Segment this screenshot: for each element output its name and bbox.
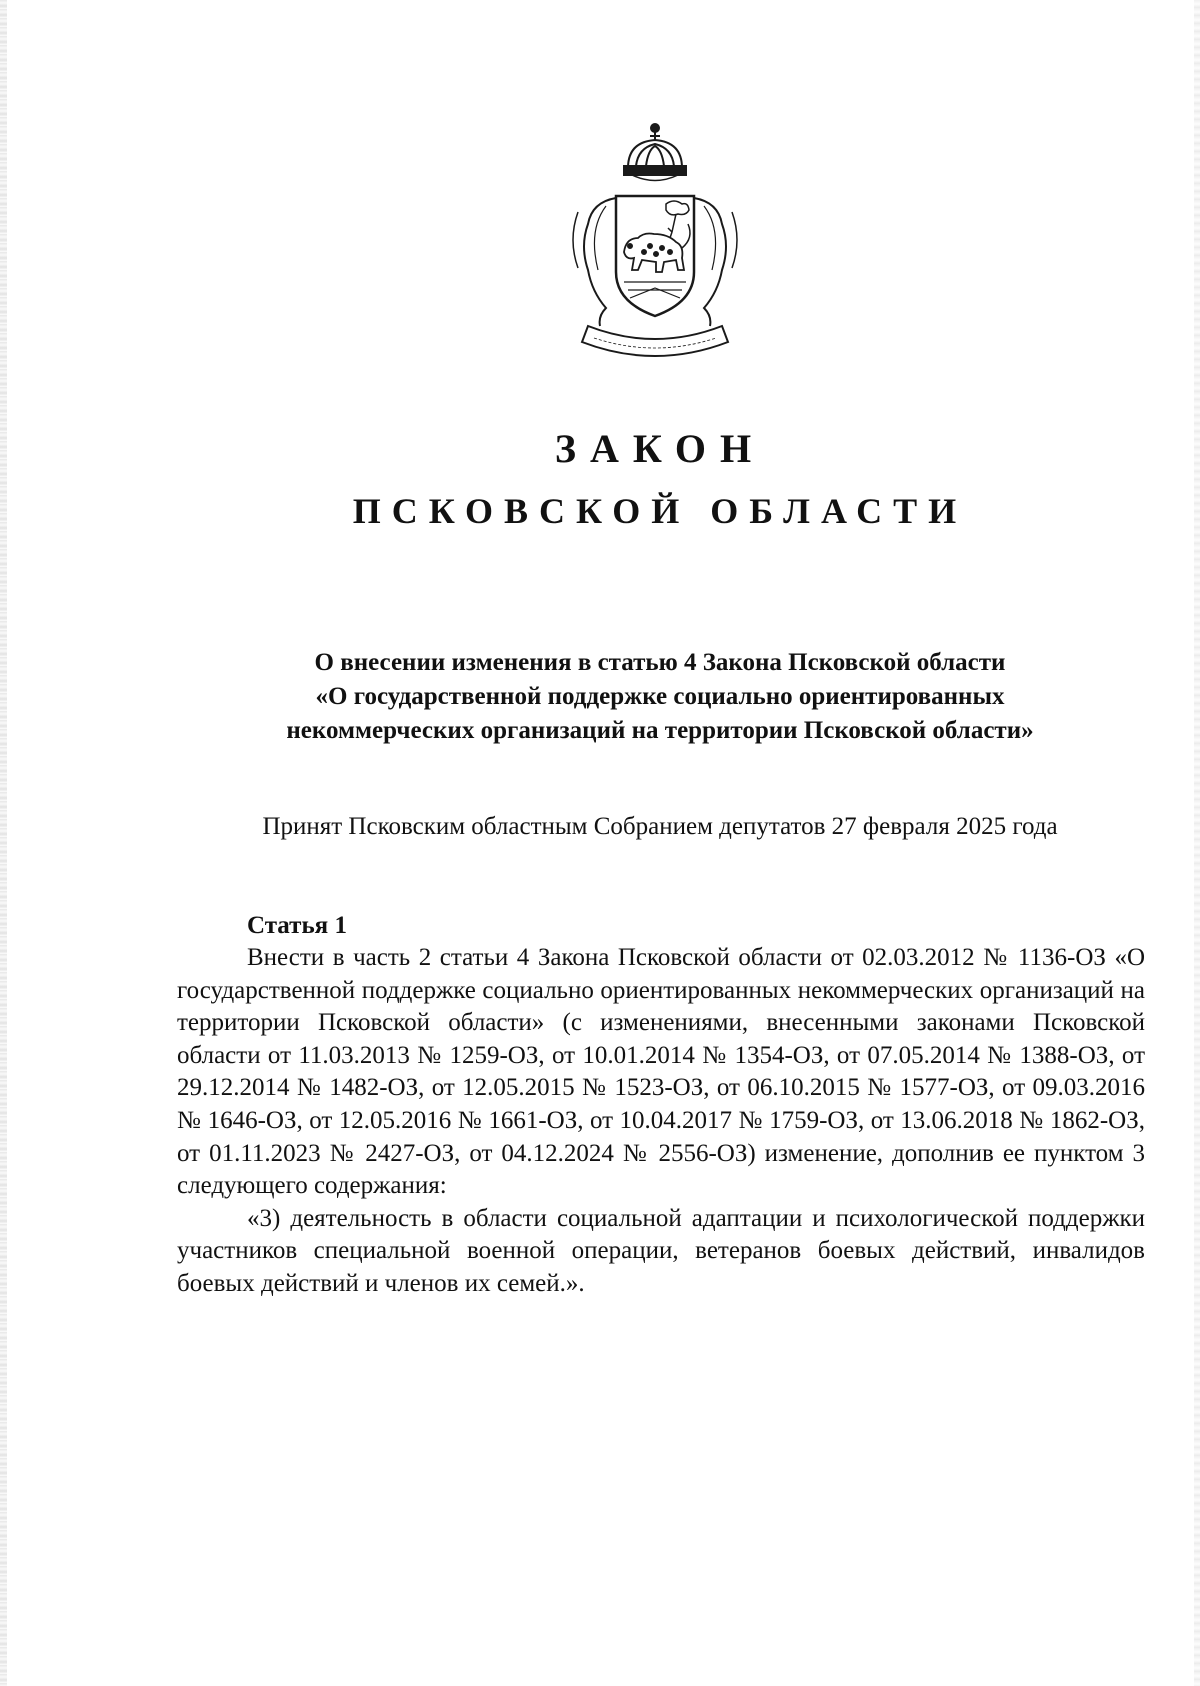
article-body [177,942,1145,1301]
subject-line: «О государственной поддержке социально ориентированных [315,683,1005,710]
subject-line: О внесении изменения в статью 4 Закона Псковской области [314,649,1006,676]
article-heading: Статья 1 [247,912,347,939]
scan-edge-left [0,0,7,1686]
scan-edge-right [1194,0,1200,1686]
article-paragraph: «3) деятельность в области социальной адаптации и психологической поддержки участников специальной военной операции, ветеранов боевых действий, инвалидов боевых действий и членов их семей.». [177,1204,1145,1297]
region-title: ПСКОВСКОЙ ОБЛАСТИ [352,491,968,531]
law-subject [175,646,1145,748]
adoption-statement: Принят Псковским областным Собранием депутатов 27 февраля 2025 года [262,813,1058,840]
subject-line: некоммерческих организаций на территории Псковской области» [286,717,1034,744]
coat-of-arms-icon [558,120,752,370]
article-paragraph: Внести в часть 2 статьи 4 Закона Псковской области от 02.03.2012 № 1136-ОЗ «О государственной поддержке социально ориентированных некоммерческих организаций на территории Псковской области» (с изменениями, внесенными законами Псковской области от 11.03.2013 № 1259-ОЗ, от 10.01.2014 № 1354-ОЗ, от 07.05.2014 № 1388-ОЗ, от 29.12.2014 № 1482-ОЗ, от 12.05.2015 № 1523-ОЗ, от 06.10.2015 № 1577-ОЗ, от 09.03.2016 № 1646-ОЗ, от 12.05.2016 № 1661-ОЗ, от 10.04.2017 № 1759-ОЗ, от 13.06.2018 № 1862-ОЗ, от 01.11.2023 № 2427-ОЗ, от 04.12.2024 № 2556-ОЗ) изменение, дополнив ее пунктом 3 следующего содержания: [177,944,1145,1200]
law-title: ЗАКОН [554,426,766,471]
